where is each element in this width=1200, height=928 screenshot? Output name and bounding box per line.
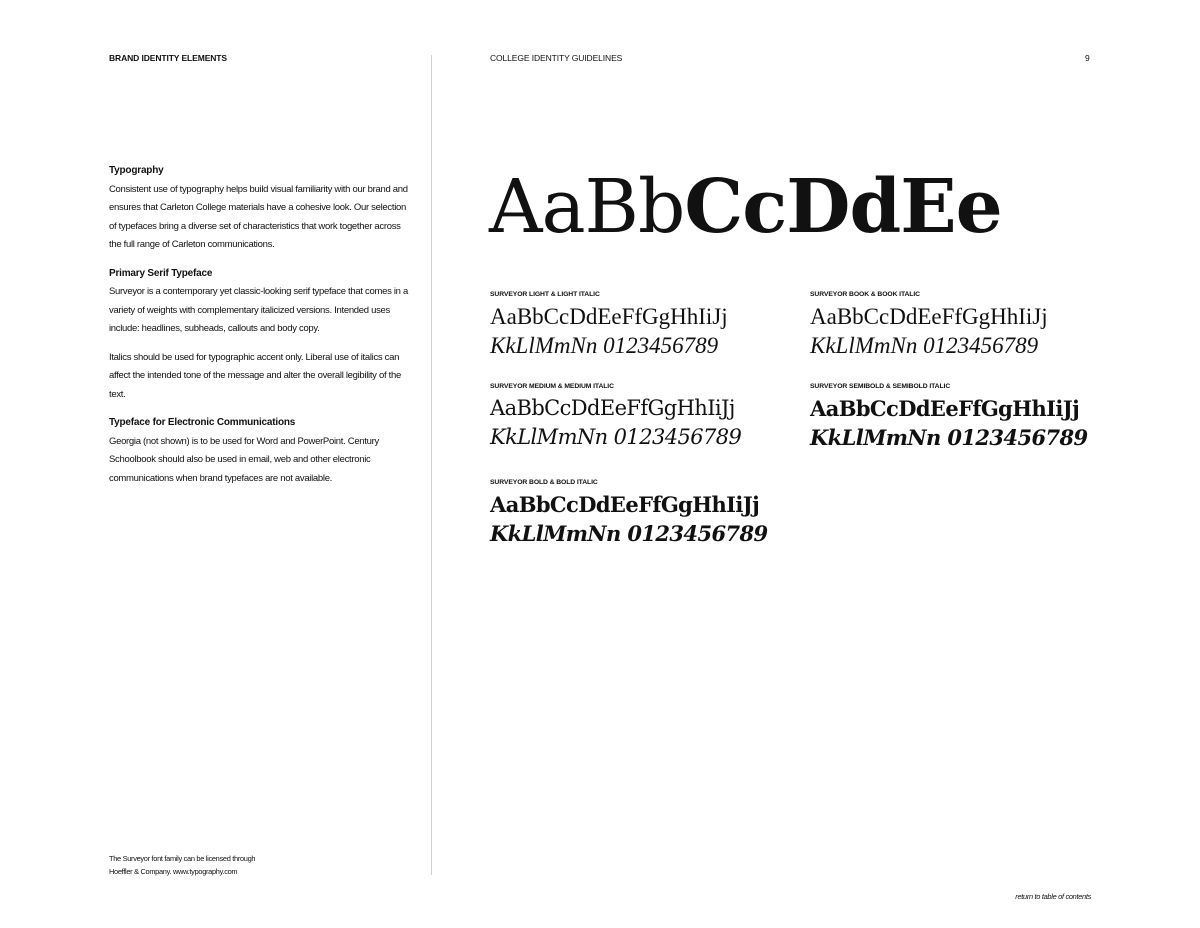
footnote-line: The Surveyor font family can be licensed through (109, 854, 256, 863)
specimen-italic: KkLlMmNn 0123456789 (810, 425, 1088, 450)
hero-medium: Cc (684, 164, 787, 250)
specimen-book (810, 288, 1140, 360)
page-number: 9 (1085, 53, 1090, 63)
electronic-typeface-section (109, 414, 409, 488)
hero-bold: Dd (786, 164, 901, 250)
footnote-line: Hoeffler & Company. www.typography.com (109, 867, 238, 876)
specimen-italic: KkLlMmNn 0123456789 (810, 333, 1039, 358)
specimen-label: SURVEYOR MEDIUM & MEDIUM ITALIC (490, 383, 614, 390)
license-footnote (109, 852, 255, 878)
section-header: BRAND IDENTITY ELEMENTS (109, 53, 227, 63)
specimen-light (490, 288, 820, 360)
specimen-medium (490, 380, 820, 452)
description-column (109, 162, 409, 498)
specimen-roman: AaBbCcDdEeFfGgHhIiJj (490, 304, 728, 329)
specimen-roman: AaBbCcDdEeFfGgHhIiJj (490, 396, 735, 420)
typography-section (109, 162, 409, 255)
specimen-roman: AaBbCcDdEeFfGgHhIiJj (490, 492, 760, 517)
section-title: Typography (109, 165, 164, 176)
specimen-label: SURVEYOR BOLD & BOLD ITALIC (490, 479, 598, 486)
italics-section (109, 349, 409, 405)
specimen-label: SURVEYOR BOOK & BOOK ITALIC (810, 291, 920, 298)
specimen-label: SURVEYOR LIGHT & LIGHT ITALIC (490, 291, 600, 298)
specimen-bold (490, 476, 820, 548)
specimen-italic: KkLlMmNn 0123456789 (490, 521, 768, 546)
specimen-roman: AaBbCcDdEeFfGgHhIiJj (810, 304, 1048, 329)
section-body: Italics should be used for typographic accent only. Liberal use of italics can affect the intended tone of the message and alter the overall legibility of the text. (109, 351, 401, 400)
specimen-italic: KkLlMmNn 0123456789 (490, 425, 742, 449)
column-divider (431, 55, 432, 875)
return-to-toc-link[interactable]: return to table of contents (1015, 892, 1091, 901)
specimen-italic: KkLlMmNn 0123456789 (490, 333, 719, 358)
hero-light: AaBb (489, 164, 685, 250)
section-body: Georgia (not shown) is to be used for Word and PowerPoint. Century Schoolbook should also be used in email, web and other electronic communications when brand typefaces are not available. (109, 435, 379, 484)
primary-serif-section (109, 265, 409, 339)
hero-type-specimen (489, 162, 1002, 252)
section-body: Surveyor is a contemporary yet classic-looking serif typeface that comes in a variety of weights with complementary italicized versions. Intended uses include: headlines, subheads, callouts and body copy. (109, 286, 408, 334)
section-body: Consistent use of typography helps build visual familiarity with our brand and ensures that Carleton College materials have a cohesive look. Our selection of typefaces bring a diverse set of characteristics that work together across the full range of Carleton communications. (109, 183, 408, 250)
specimen-roman: AaBbCcDdEeFfGgHhIiJj (810, 396, 1080, 421)
section-title: Typeface for Electronic Communications (109, 417, 296, 428)
hero-black: Ee (900, 164, 1002, 250)
specimen-label: SURVEYOR SEMIBOLD & SEMIBOLD ITALIC (810, 383, 951, 390)
document-title: COLLEGE IDENTITY GUIDELINES (490, 53, 623, 63)
section-title: Primary Serif Typeface (109, 267, 213, 279)
specimen-semibold (810, 380, 1140, 452)
